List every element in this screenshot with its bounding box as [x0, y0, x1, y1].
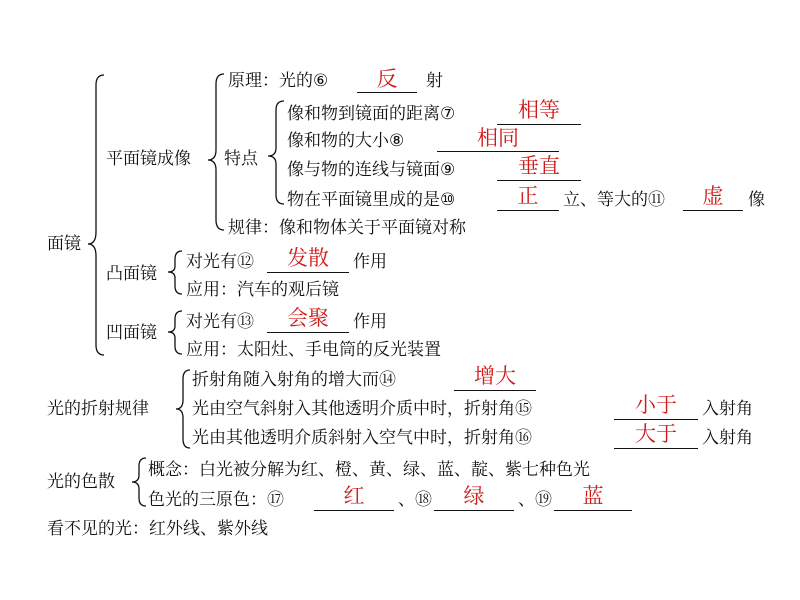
brace-features: [268, 101, 284, 204]
feature-2-prefix: 像和物的大小⑧: [287, 131, 405, 151]
answer-11: 虚: [702, 184, 724, 208]
primary-sep-2: 、⑲: [518, 490, 552, 510]
answer-12: 发散: [287, 246, 329, 270]
principle-suffix: 射: [426, 71, 443, 91]
principle-prefix: 原理：光的⑥: [228, 71, 329, 91]
blank-6: [357, 92, 417, 93]
blank-8: [437, 151, 559, 152]
brace-plane: [208, 74, 224, 230]
brace-mirror: [88, 75, 104, 355]
feature-1-prefix: 像和物到镜面的距离⑦: [287, 104, 456, 124]
blank-7: [497, 124, 581, 125]
refraction-2-suffix: 入射角: [702, 399, 753, 419]
primary-prefix: 色光的三原色：⑰: [148, 490, 284, 510]
feature-4-suffix: 像: [748, 190, 765, 210]
blank-16: [614, 448, 698, 449]
primary-sep-1: 、⑱: [398, 490, 432, 510]
answer-16: 大于: [635, 422, 677, 446]
plane-rule: 规律：像和物体关于平面镜对称: [228, 218, 466, 238]
blank-17: [314, 510, 394, 511]
refraction-3-suffix: 入射角: [702, 428, 753, 448]
refraction-3-prefix: 光由其他透明介质斜射入空气中时，折射角⑯: [192, 428, 532, 448]
refraction-label: 光的折射规律: [47, 399, 149, 419]
blank-15: [614, 419, 698, 420]
dispersion-label: 光的色散: [47, 472, 115, 492]
features-label: 特点: [224, 149, 258, 169]
brace-refraction: [176, 370, 190, 448]
convex-use: 应用：汽车的观后镜: [186, 280, 339, 300]
feature-4-prefix: 物在平面镜里成的是⑩: [287, 190, 456, 210]
root-mirror: 面镜: [47, 234, 81, 254]
blank-10: [497, 210, 559, 211]
blank-9: [497, 180, 581, 181]
concave-effect-prefix: 对光有⑬: [186, 312, 254, 332]
refraction-2-prefix: 光由空气斜射入其他透明介质中时，折射角⑮: [192, 399, 532, 419]
convex-effect-prefix: 对光有⑫: [186, 252, 254, 272]
brace-concave: [168, 311, 182, 354]
answer-13: 会聚: [287, 306, 329, 330]
answer-6: 反: [376, 67, 398, 91]
blank-19: [554, 510, 632, 511]
answer-10: 正: [517, 184, 539, 208]
concave-use: 应用：太阳灶、手电筒的反光装置: [186, 340, 441, 360]
brace-convex: [168, 251, 182, 294]
blank-12: [267, 272, 349, 273]
blank-11: [683, 210, 743, 211]
answer-7: 相等: [518, 98, 560, 122]
blank-13: [267, 332, 349, 333]
answer-19: 蓝: [582, 484, 604, 508]
answer-8: 相同: [477, 126, 519, 150]
blank-14: [454, 390, 536, 391]
concave-mirror-label: 凹面镜: [106, 323, 157, 343]
invisible-light: 看不见的光：红外线、紫外线: [47, 519, 268, 539]
answer-15: 小于: [635, 393, 677, 417]
convex-mirror-label: 凸面镜: [106, 264, 157, 284]
refraction-1-prefix: 折射角随入射角的增大而⑭: [192, 370, 396, 390]
dispersion-concept: 概念：白光被分解为红、橙、黄、绿、蓝、靛、紫七种色光: [148, 460, 590, 480]
concave-effect-suffix: 作用: [353, 312, 387, 332]
plane-mirror-label: 平面镜成像: [106, 149, 191, 169]
brace-dispersion: [132, 458, 146, 506]
answer-14: 增大: [474, 364, 516, 388]
answer-18: 绿: [463, 484, 485, 508]
feature-4-middle: 立、等大的⑪: [563, 190, 665, 210]
answer-17: 红: [343, 484, 365, 508]
feature-3-prefix: 像与物的连线与镜面⑨: [287, 160, 456, 180]
blank-18: [434, 510, 514, 511]
answer-9: 垂直: [518, 154, 560, 178]
convex-effect-suffix: 作用: [353, 252, 387, 272]
